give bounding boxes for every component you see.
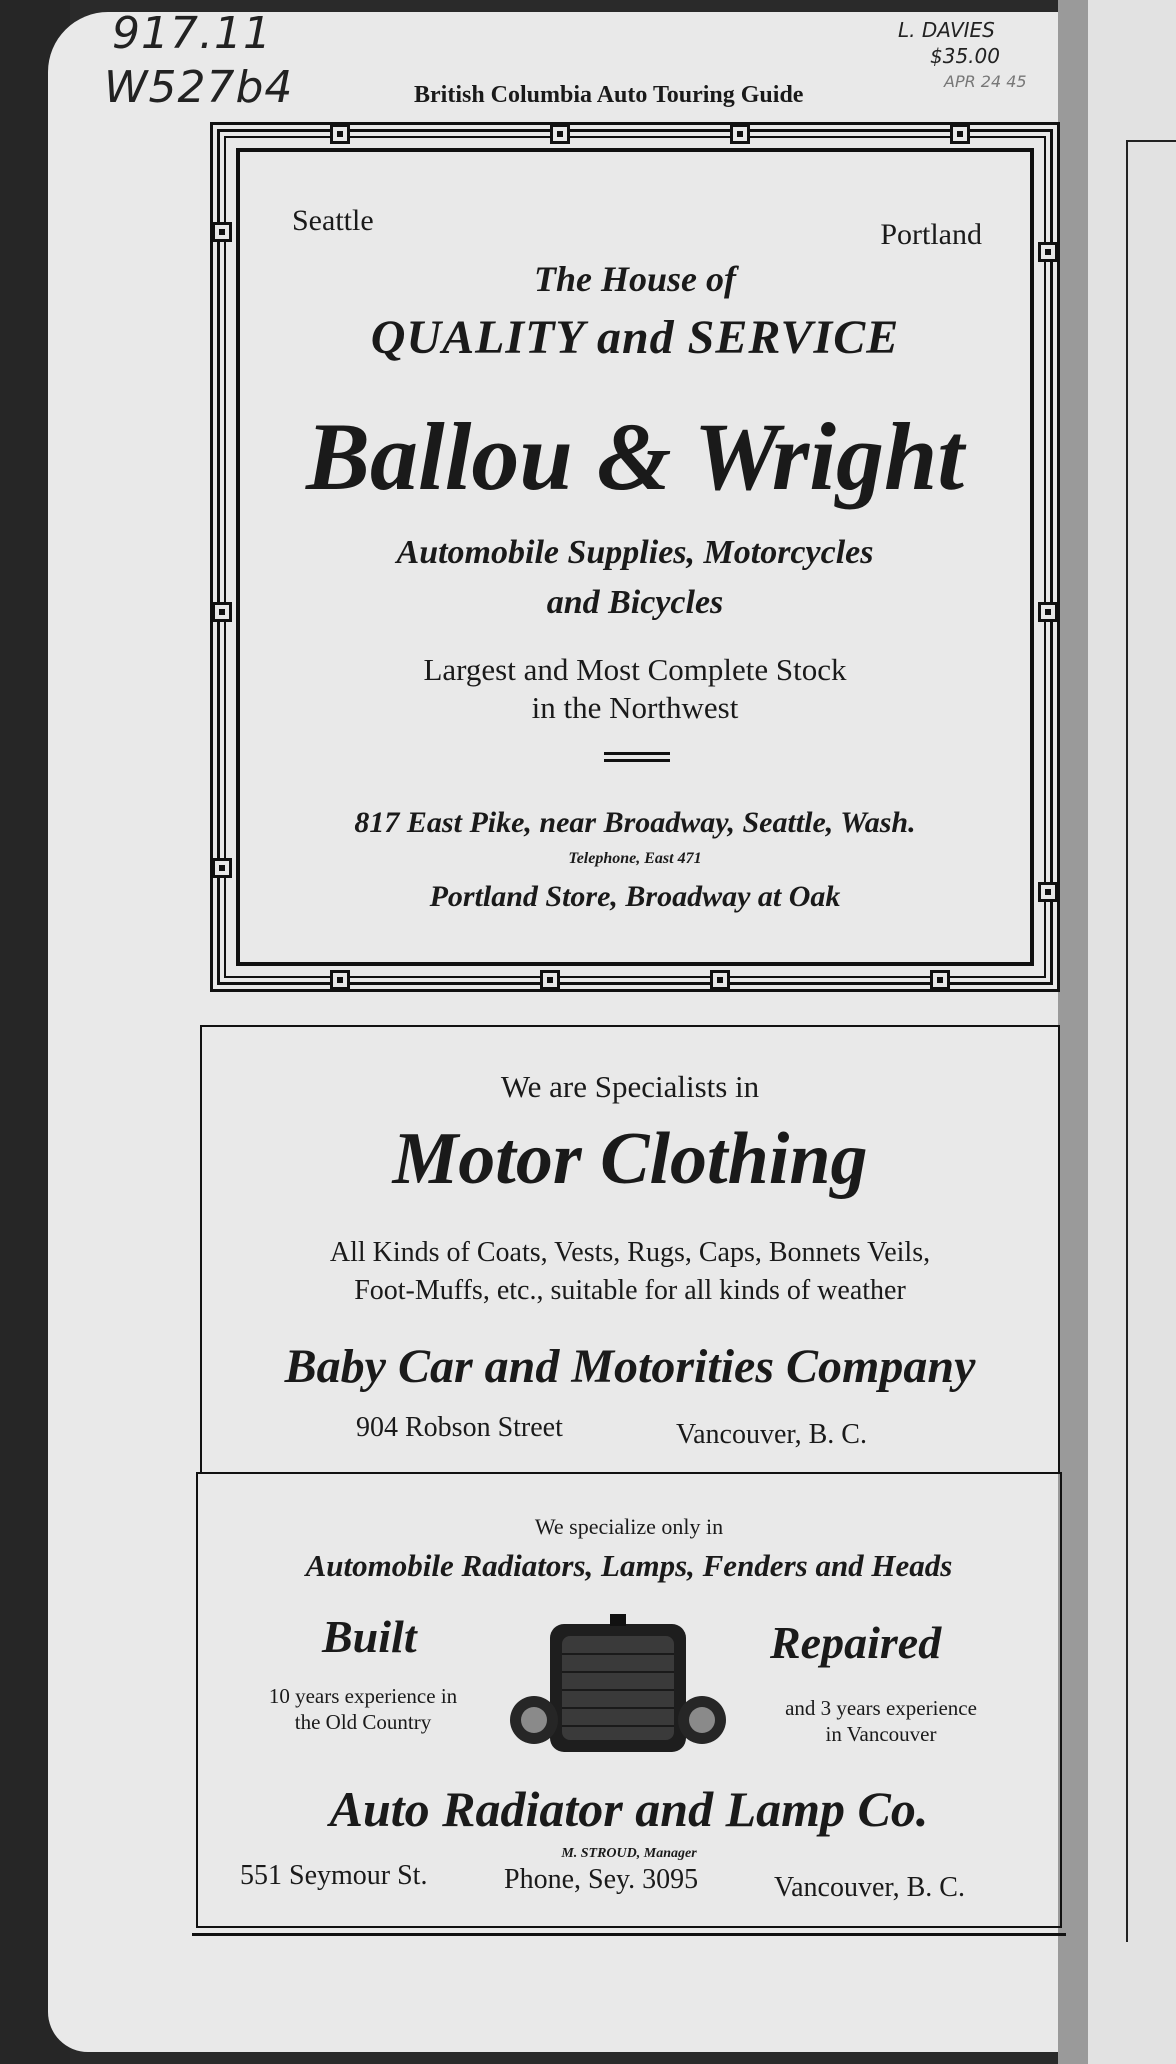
built-note-2: the Old Country (294, 1710, 432, 1734)
company-auto-radiator: Auto Radiator and Lamp Co. (329, 1781, 929, 1837)
intro-specialize: We specialize only in (534, 1514, 724, 1539)
ad-motor-clothing (200, 1025, 1060, 1473)
double-rule-divider (604, 752, 670, 762)
radiator-illustration (508, 1614, 728, 1764)
repaired-heading: Repaired (770, 1617, 942, 1668)
products-line-2: and Bicycles (546, 584, 724, 621)
phone: Phone, Sey. 3095 (504, 1864, 699, 1895)
running-head: British Columbia Auto Touring Guide (414, 82, 804, 108)
repaired-note-1: and 3 years experience (785, 1696, 977, 1720)
adjacent-page (1088, 0, 1176, 2064)
city-seattle: Seattle (292, 204, 374, 237)
products-line-1: Automobile Supplies, Motorcycles (396, 534, 874, 571)
built-note-1: 10 years experience in (268, 1684, 458, 1708)
page-gutter (1058, 0, 1088, 2064)
company-ballou-wright: Ballou & Wright (305, 403, 965, 510)
tagline-quality-service: QUALITY and SERVICE (370, 311, 900, 364)
call-number-line-1: 917.11 (112, 8, 272, 59)
street-seymour: 551 Seymour St. (240, 1860, 428, 1891)
city-portland: Portland (880, 218, 982, 251)
street-robson: 904 Robson Street (356, 1412, 563, 1443)
items-line-2: Foot-Muffs, etc., suitable for all kinds of weather (354, 1275, 906, 1306)
stock-line-1: Largest and Most Complete Stock (423, 652, 847, 687)
purchase-note-price: $35.00 (930, 44, 1000, 68)
portland-store: Portland Store, Broadway at Oak (429, 880, 841, 913)
tagline-house-of: The House of (534, 259, 736, 299)
stock-line-2: in the Northwest (531, 690, 739, 725)
headline-motor-clothing: Motor Clothing (392, 1118, 868, 1200)
items-line-1: All Kinds of Coats, Vests, Rugs, Caps, Bonnets Veils, (329, 1237, 931, 1268)
specialties: Automobile Radiators, Lamps, Fenders and Heads (305, 1548, 953, 1583)
city-vancouver-radiator: Vancouver, B. C. (774, 1872, 965, 1903)
company-baby-car: Baby Car and Motorities Company (284, 1340, 976, 1393)
purchase-note-date: APR 24 45 (944, 72, 1027, 91)
repaired-note-2: in Vancouver (825, 1722, 937, 1746)
telephone: Telephone, East 471 (568, 850, 702, 867)
ad-auto-radiator (196, 1472, 1062, 1928)
manager: M. STROUD, Manager (561, 1846, 697, 1861)
city-vancouver: Vancouver, B. C. (676, 1419, 867, 1450)
purchase-note-name: L. DAVIES (898, 18, 995, 42)
intro-specialists: We are Specialists in (500, 1069, 760, 1104)
call-number-line-2: W527b4 (104, 62, 294, 113)
built-heading: Built (322, 1611, 417, 1662)
ad-ballou-wright (210, 122, 1060, 992)
address-seattle: 817 East Pike, near Broadway, Seattle, Wash. (354, 806, 916, 839)
